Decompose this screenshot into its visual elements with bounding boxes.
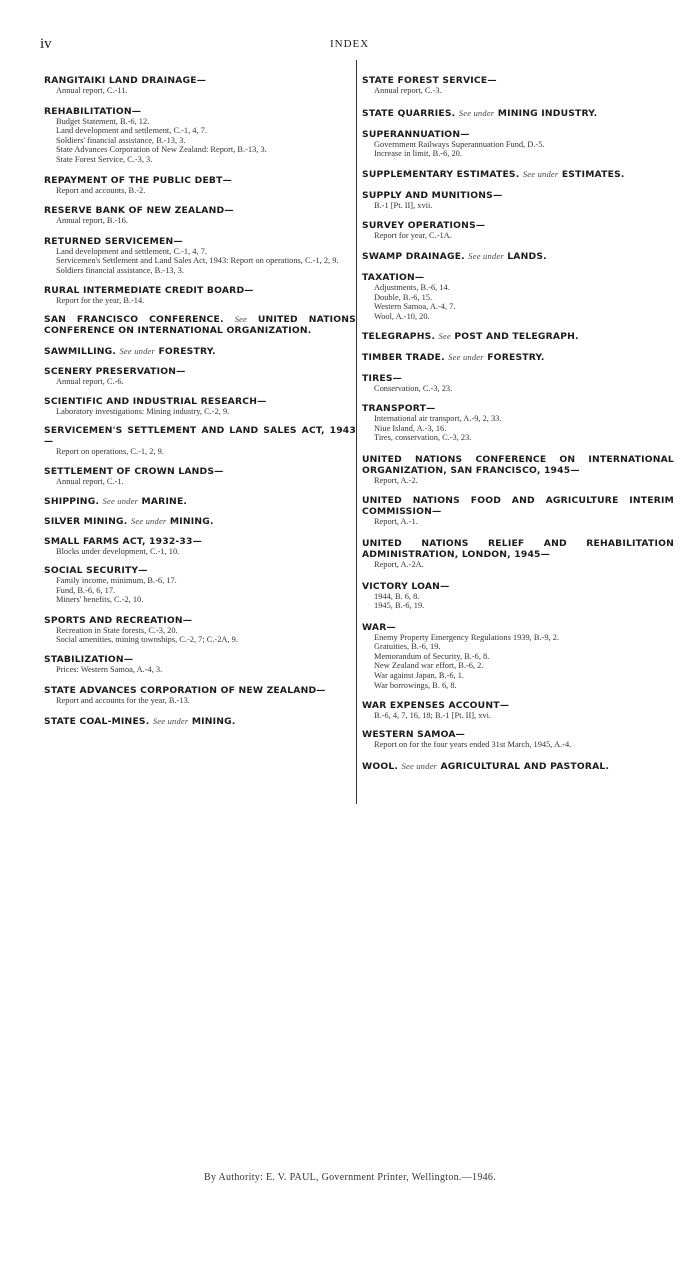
entry-subitem: War borrowings, B. 6, 8.	[374, 680, 457, 690]
entry-subitem: State Advances Corporation of New Zealand: Report, B.-13, 3.	[56, 145, 267, 155]
entry-heading	[362, 272, 674, 283]
index-entry	[362, 220, 674, 241]
entry-heading	[362, 373, 674, 384]
index-entry	[44, 565, 356, 605]
entry-subitem: Soldiers' financial assistance, B.-13, 3.	[56, 135, 186, 145]
index-entry	[362, 75, 674, 96]
entry-subitem: War against Japan, B.-6, 1.	[374, 671, 465, 681]
cross-reference-target: UNITED NATIONS CONFERENCE ON INTERNATIONAL ORGANIZATION.	[44, 314, 357, 337]
cross-reference-target: MINING INDUSTRY.	[497, 107, 598, 119]
index-entry	[44, 314, 356, 336]
heading-text: VICTORY LOAN—	[362, 580, 450, 592]
heading-text: RESERVE BANK OF NEW ZEALAND—	[44, 205, 234, 217]
entry-heading	[362, 403, 674, 414]
index-entry	[362, 129, 674, 159]
cross-reference-target: AGRICULTURAL AND PASTORAL.	[440, 761, 610, 773]
page-title: INDEX	[330, 38, 370, 50]
heading-text: RETURNED SERVICEMEN—	[44, 235, 183, 247]
heading-text: UNITED NATIONS CONFERENCE ON INTERNATIONAL ORGANIZATION, SAN FRANCISCO, 1945—	[362, 453, 674, 476]
entry-subitem: Wool, A.-10, 20.	[374, 311, 430, 321]
entry-heading	[362, 220, 674, 231]
index-entry	[362, 729, 674, 750]
entry-heading	[362, 729, 674, 740]
entry-subitem: Report, A.-2.	[374, 475, 418, 485]
entry-subitem: Annual report, C.-6.	[56, 377, 124, 387]
heading-text: STATE ADVANCES CORPORATION OF NEW ZEALAND—	[44, 684, 326, 696]
heading-text: SAWMILLING.	[44, 346, 117, 358]
index-entry	[44, 205, 356, 226]
see-reference: See under	[458, 107, 495, 118]
heading-text: SCENERY PRESERVATION—	[44, 366, 186, 378]
entry-heading	[362, 190, 674, 201]
entry-heading	[362, 75, 674, 86]
index-entry	[44, 106, 356, 165]
entry-subitem: Servicemen's Settlement and Land Sales Act, 1943: Report on operations, C.-1, 2, 9.	[56, 256, 339, 266]
entry-heading	[44, 175, 356, 186]
index-entry	[362, 108, 674, 119]
index-entry	[44, 716, 356, 727]
entry-heading	[44, 366, 356, 377]
heading-text: SCIENTIFIC AND INDUSTRIAL RESEARCH—	[44, 395, 267, 407]
entry-subitem: Fund, B.-6, 6, 17.	[56, 585, 116, 595]
index-entry	[44, 396, 356, 417]
page-number: iv	[40, 36, 52, 52]
cross-reference-target: FORESTRY.	[158, 346, 216, 358]
see-reference: See under	[448, 352, 484, 363]
index-entry	[44, 366, 356, 387]
imprint-footer: By Authority: E. V. PAUL, Government Printer, Wellington.—1946.	[203, 1172, 497, 1183]
entry-heading	[362, 108, 674, 119]
heading-text: SWAMP DRAINAGE.	[362, 250, 465, 262]
entry-subitem: Annual report, C.-11.	[56, 86, 128, 95]
index-entry	[362, 538, 674, 570]
index-column-right	[362, 66, 674, 772]
entry-heading	[44, 565, 356, 576]
column-divider	[356, 60, 357, 804]
entry-subitem: Budget Statement, B.-6, 12.	[56, 116, 150, 126]
heading-text: TIMBER TRADE.	[362, 352, 445, 364]
entry-heading	[362, 169, 674, 180]
heading-text: SHIPPING.	[44, 495, 100, 507]
entry-subitem: Recreation in State forests, C.-3, 20.	[56, 625, 178, 635]
heading-text: SILVER MINING.	[44, 515, 128, 527]
entry-subitem: Adjustments, B.-6, 14.	[374, 282, 450, 292]
cross-reference-target: LANDS.	[507, 250, 547, 262]
index-entry	[44, 516, 356, 527]
index-entry	[362, 169, 674, 180]
entry-heading	[44, 536, 356, 547]
heading-text: STABILIZATION—	[44, 654, 134, 666]
cross-reference-target: ESTIMATES.	[561, 168, 625, 180]
index-entry	[44, 285, 356, 306]
entry-heading	[44, 685, 356, 696]
index-entry	[44, 75, 356, 96]
entry-heading	[44, 205, 356, 216]
index-entry	[362, 331, 674, 342]
entry-heading	[44, 314, 356, 336]
entry-heading	[44, 236, 356, 247]
cross-reference-target: MARINE.	[141, 495, 188, 507]
index-entry	[362, 352, 674, 363]
heading-text: SUPPLEMENTARY ESTIMATES.	[362, 168, 520, 180]
entry-subitem: B.-1 [Pt. II], xvii.	[374, 200, 433, 210]
heading-text: TRANSPORT—	[362, 402, 436, 414]
entry-subitem: Memorandum of Security, B.-6, 8.	[374, 651, 490, 661]
heading-text: SUPERANNUATION—	[362, 128, 470, 140]
index-entry	[44, 236, 356, 276]
entry-heading	[362, 251, 674, 262]
heading-text: WESTERN SAMOA—	[362, 728, 466, 740]
entry-subitem: Conservation, C.-3, 23.	[374, 384, 453, 394]
page-header	[40, 36, 660, 56]
entry-heading	[44, 346, 356, 357]
index-column-left	[44, 66, 356, 727]
entry-heading	[362, 538, 674, 560]
index-entry	[44, 466, 356, 487]
entry-heading	[44, 75, 356, 86]
see-reference: See under	[401, 761, 438, 772]
entry-subitem: 1945, B.-6, 19.	[374, 601, 425, 611]
see-reference: See under	[522, 168, 559, 179]
entry-heading	[44, 716, 356, 727]
heading-text: WAR—	[362, 621, 396, 633]
heading-text: TELEGRAPHS.	[362, 331, 436, 343]
entry-heading	[44, 106, 356, 117]
entry-subitem: Annual report, C.-3.	[374, 86, 442, 95]
entry-subitem: Report on for the four years ended 31st March, 1945, A.-4.	[374, 739, 572, 749]
see-reference: See under	[468, 250, 504, 261]
index-entry	[362, 622, 674, 691]
heading-text: SURVEY OPERATIONS—	[362, 220, 486, 232]
entry-subitem: Soldiers financial assistance, B.-13, 3.	[56, 265, 184, 275]
entry-subitem: Blocks under development, C.-1, 10.	[56, 546, 180, 556]
entry-heading	[362, 622, 674, 633]
entry-heading	[362, 129, 674, 140]
heading-text: SUPPLY AND MUNITIONS—	[362, 189, 503, 201]
heading-text: SETTLEMENT OF CROWN LANDS—	[44, 465, 224, 477]
entry-subitem: Report, A.-1.	[374, 517, 418, 527]
entry-heading	[44, 516, 356, 527]
entry-subitem: Government Railways Superannuation Fund, D.-5.	[374, 139, 545, 149]
entry-heading	[44, 615, 356, 626]
heading-text: RURAL INTERMEDIATE CREDIT BOARD—	[44, 284, 254, 296]
index-entry	[362, 581, 674, 611]
entry-subitem: Niue Island, A.-3, 16.	[374, 423, 447, 433]
cross-reference-target: FORESTRY.	[487, 352, 545, 364]
entry-heading	[44, 496, 356, 507]
entry-subitem: Report on operations, C.-1, 2, 9.	[56, 447, 164, 457]
heading-text: SOCIAL SECURITY—	[44, 565, 148, 577]
heading-text: WOOL.	[362, 761, 399, 773]
entry-subitem: Annual report, B.-16.	[56, 216, 128, 226]
index-entry	[362, 761, 674, 772]
heading-text: TIRES—	[362, 373, 403, 385]
see-reference: See under	[119, 346, 156, 357]
index-entry	[44, 175, 356, 196]
index-entry	[362, 495, 674, 527]
entry-subitem: Land development and settlement, C.-1, 4, 7.	[56, 246, 207, 256]
entry-subitem: Increase in limit, B.-6, 20.	[374, 149, 462, 159]
entry-subitem: Miners' benefits, C.-2, 10.	[56, 595, 144, 605]
entry-heading	[44, 425, 356, 447]
entry-subitem: B.-6, 4, 7, 16, 18; B.-1 [Pt. II], xvi.	[374, 711, 492, 721]
heading-text: STATE QUARRIES.	[362, 107, 456, 119]
entry-subitem: Gratuities, B.-6, 19.	[374, 642, 441, 652]
entry-heading	[362, 495, 674, 517]
entry-subitem: Report and accounts, B.-2.	[56, 185, 146, 195]
index-entry	[362, 454, 674, 486]
entry-heading	[362, 581, 674, 592]
entry-heading	[362, 454, 674, 476]
entry-heading	[362, 352, 674, 363]
heading-text: WAR EXPENSES ACCOUNT—	[362, 700, 510, 712]
entry-subitem: Report, A.-2A.	[374, 559, 424, 569]
index-entry	[44, 425, 356, 457]
entry-subitem: State Forest Service, C.-3, 3.	[56, 154, 153, 164]
entry-subitem: International air transport, A.-9, 2, 33.	[374, 413, 502, 423]
heading-text: SPORTS AND RECREATION—	[44, 614, 193, 626]
heading-text: UNITED NATIONS RELIEF AND REHABILITATION ADMINISTRATION, LONDON, 1945—	[362, 537, 674, 560]
see-reference: See	[438, 331, 451, 342]
entry-subitem: Report and accounts for the year, B.-13.	[56, 695, 190, 705]
entry-subitem: Report for the year, B.-14.	[56, 295, 145, 305]
index-entry	[44, 536, 356, 557]
cross-reference-target: MINING.	[191, 716, 236, 728]
entry-heading	[362, 761, 674, 772]
entry-subitem: Double, B.-6, 15.	[374, 292, 433, 302]
heading-text: SERVICEMEN'S SETTLEMENT AND LAND SALES ACT, 1943—	[44, 425, 356, 448]
entry-subitem: Prices: Western Samoa, A.-4, 3.	[56, 665, 163, 675]
entry-subitem: New Zealand war effort, B.-6, 2.	[374, 661, 484, 671]
entry-subitem: 1944, B. 6, 8.	[374, 591, 420, 601]
see-reference: See under	[152, 716, 189, 727]
heading-text: RANGITAIKI LAND DRAINAGE—	[44, 75, 207, 86]
entry-subitem: Enemy Property Emergency Regulations 1939, B.-9, 2.	[374, 632, 559, 642]
entry-subitem: Tires, conservation, C.-3, 23.	[374, 433, 472, 443]
entry-heading	[44, 466, 356, 477]
entry-heading	[362, 331, 674, 342]
index-entry	[44, 654, 356, 675]
see-reference: See	[234, 314, 247, 325]
index-entry	[362, 251, 674, 262]
index-entry	[44, 496, 356, 507]
heading-text: SAN FRANCISCO CONFERENCE.	[44, 314, 224, 326]
heading-text: REPAYMENT OF THE PUBLIC DEBT—	[44, 174, 232, 186]
heading-text: TAXATION—	[362, 271, 425, 283]
see-reference: See under	[130, 515, 167, 526]
index-entry	[44, 685, 356, 706]
heading-text: REHABILITATION—	[44, 105, 142, 117]
entry-subitem: Laboratory investigations: Mining industry, C.-2, 9.	[56, 406, 230, 416]
index-entry	[44, 346, 356, 357]
cross-reference-target: MINING.	[169, 515, 214, 527]
index-entry	[362, 190, 674, 211]
entry-heading	[362, 700, 674, 711]
entry-subitem: Family income, minimum, B.-6, 17.	[56, 576, 177, 586]
entry-heading	[44, 396, 356, 407]
entry-heading	[44, 285, 356, 296]
index-entry	[362, 403, 674, 443]
entry-subitem: Land development and settlement, C.-1, 4, 7.	[56, 126, 207, 136]
heading-text: STATE COAL-MINES.	[44, 716, 150, 728]
entry-subitem: Annual report, C.-1.	[56, 476, 124, 486]
cross-reference-target: POST AND TELEGRAPH.	[454, 331, 579, 343]
entry-subitem: Report for year, C.-1A.	[374, 231, 452, 241]
index-entry	[362, 373, 674, 394]
see-reference: See under	[102, 495, 139, 506]
entry-subitem: Western Samoa, A.-4, 7.	[374, 302, 456, 312]
heading-text: STATE FOREST SERVICE—	[362, 75, 497, 86]
index-entry	[362, 272, 674, 321]
heading-text: SMALL FARMS ACT, 1932-33—	[44, 535, 202, 547]
heading-text: UNITED NATIONS FOOD AND AGRICULTURE INTERIM COMMISSION—	[362, 495, 674, 518]
entry-subitem: Social amenities, mining townships, C.-2, 7; C.-2A, 9.	[56, 635, 238, 645]
index-entry	[44, 615, 356, 645]
entry-heading	[44, 654, 356, 665]
index-entry	[362, 700, 674, 721]
